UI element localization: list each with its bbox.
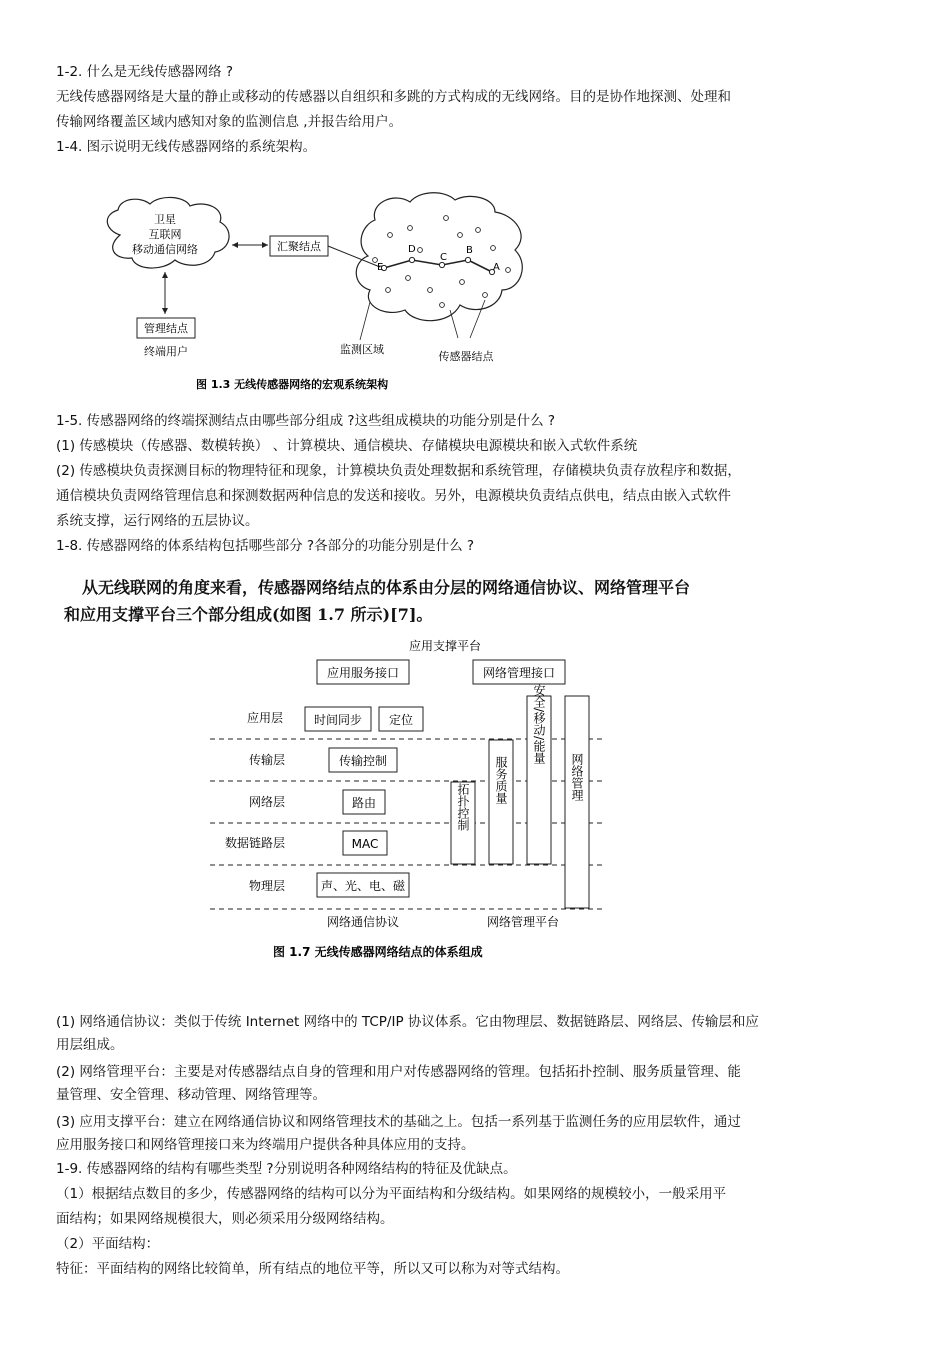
q15-answer-4: 系统支撑，运行网络的五层协议。	[56, 513, 259, 529]
node-b	[465, 257, 470, 262]
arrow-head-right-icon	[262, 242, 268, 248]
arrow-head-left-icon	[232, 242, 238, 248]
topo-ctrl-label: 拓扑控制	[456, 783, 470, 831]
cloud-label-internet: 互联网	[148, 228, 182, 241]
para-support-line1: (3) 应用支撑平台：建立在网络通信协议和网络管理技术的基础之上。包括一系列基于监测任务的应用层软件，通过	[56, 1114, 741, 1130]
layer-physical-label: 物理层	[248, 879, 285, 893]
arrow-head-up-icon	[162, 272, 168, 278]
net-mgmt-box	[565, 696, 589, 908]
routing-label: 路由	[351, 796, 377, 810]
multi-hop-path	[384, 260, 492, 272]
q19-answer-1: （1）根据结点数目的多少，传感器网络的结构可以分为平面结构和分级结构。如果网络的规模较小，一般采用平	[56, 1186, 727, 1202]
net-mgmt-interface-label: 网络管理接口	[482, 666, 556, 680]
layer-app-label: 应用层	[246, 711, 283, 725]
net-mgmt-label: 网络管理	[570, 753, 584, 801]
q12-answer-line1: 无线传感器网络是大量的静止或移动的传感器以自组织和多跳的方式构成的无线网络。目的是协作地探测、处理和	[56, 89, 731, 105]
time-sync-label: 时间同步	[313, 713, 363, 727]
net-mgmt-platform-label: 网络管理平台	[486, 915, 560, 929]
security-mobility-energy-label: 安全/移动/能量	[532, 683, 546, 765]
q18-intro-line1: 从无线联网的角度来看，传感器网络结点的体系由分层的网络通信协议、网络管理平台	[82, 578, 691, 597]
mgmt-node-label: 管理结点	[144, 322, 188, 335]
arrow-head-down-icon	[162, 308, 168, 314]
layer-network-label: 网络层	[248, 795, 285, 809]
figure-1-3	[90, 190, 550, 400]
q19-title: 1-9. 传感器网络的结构有哪些类型 ?分别说明各种网络结构的特征及优缺点。	[56, 1161, 517, 1177]
end-user-label: 终端用户	[144, 345, 188, 358]
locate-label: 定位	[388, 713, 414, 727]
monitor-area-label: 监测区域	[340, 343, 384, 356]
mac-label: MAC	[351, 837, 379, 851]
q19-answer-2: 面结构；如果网络规模很大，则必须采用分级网络结构。	[56, 1211, 394, 1227]
q15-answer-3: 通信模块负责网络管理信息和探测数据两种信息的发送和接收。另外，电源模块负责结点供电，结点由嵌入式软件	[56, 488, 731, 504]
para-protocol-line1: (1) 网络通信协议：类似于传统 Internet 网络中的 TCP/IP 协议体系。它由物理层、数据链路层、网络层、传输层和应	[56, 1014, 759, 1030]
node-e-label: E	[377, 262, 384, 273]
q12-title: 1-2. 什么是无线传感器网络 ?	[56, 64, 234, 80]
net-protocol-label: 网络通信协议	[326, 915, 400, 929]
monitor-pointer	[360, 302, 370, 340]
q12-answer-line2: 传输网络覆盖区域内感知对象的监测信息 ,并报告给用户。	[56, 114, 403, 130]
trans-ctrl-label: 传输控制	[338, 754, 388, 768]
para-support-line2: 应用服务接口和网络管理接口来为终端用户提供各种具体应用的支持。	[56, 1137, 475, 1153]
q15-answer-2: (2) 传感模块负责探测目标的物理特征和现象，计算模块负责处理数据和系统管理，存储模块负责存放程序和数据，	[56, 463, 741, 479]
phy-media-label: 声、光、电、磁	[320, 879, 406, 893]
sensor-pointer-1	[450, 310, 458, 338]
link-sink-e	[328, 246, 380, 267]
cloud-label-satellite: 卫星	[154, 213, 176, 226]
q15-title: 1-5. 传感器网络的终端探测结点由哪些部分组成 ?这些组成模块的功能分别是什么 ?	[56, 413, 556, 429]
para-mgmt-line2: 量管理、安全管理、移动管理、网络管理等。	[56, 1087, 326, 1103]
figure-1-7-caption: 图 1.7 无线传感器网络结点的体系组成	[273, 945, 483, 959]
node-b-label: B	[466, 245, 473, 256]
sensor-node-label: 传感器结点	[438, 350, 494, 363]
node-c	[439, 262, 444, 267]
node-d	[409, 257, 414, 262]
node-d-label: D	[408, 244, 416, 255]
app-service-interface-label: 应用服务接口	[326, 666, 400, 680]
q14-title: 1-4. 图示说明无线传感器网络的系统架构。	[56, 139, 317, 155]
sink-node-label: 汇聚结点	[277, 240, 321, 253]
cloud-label-mobile: 移动通信网络	[132, 243, 198, 256]
q19-answer-4: 特征：平面结构的网络比较简单，所有结点的地位平等，所以又可以称为对等式结构。	[56, 1261, 569, 1277]
para-protocol-line2: 用层组成。	[56, 1037, 124, 1053]
para-mgmt-line1: (2) 网络管理平台：主要是对传感器结点自身的管理和用户对传感器网络的管理。包括拓扑控制、服务质量管理、能	[56, 1064, 741, 1080]
layer-transport-label: 传输层	[248, 753, 285, 767]
sensor-pointer-2	[470, 300, 485, 338]
q15-answer-1: (1) 传感模块（传感器、数模转换） 、计算模块、通信模块、存储模块电源模块和嵌入式软件系统	[56, 438, 638, 454]
node-a-label: A	[493, 262, 500, 273]
q19-answer-3: （2）平面结构：	[56, 1236, 160, 1252]
node-c-label: C	[440, 252, 447, 263]
figure-1-3-caption: 图 1.3 无线传感器网络的宏观系统架构	[196, 378, 389, 391]
q18-intro-line2: 和应用支撑平台三个部分组成(如图 1.7 所示)[7]。	[64, 605, 433, 624]
layer-link-label: 数据链路层	[224, 836, 285, 850]
app-support-platform-label: 应用支撑平台	[408, 639, 482, 653]
q18-title: 1-8. 传感器网络的体系结构包括哪些部分 ?各部分的功能分别是什么 ?	[56, 538, 475, 554]
figure-1-7	[205, 632, 665, 972]
qos-label: 服务质量	[494, 756, 508, 804]
